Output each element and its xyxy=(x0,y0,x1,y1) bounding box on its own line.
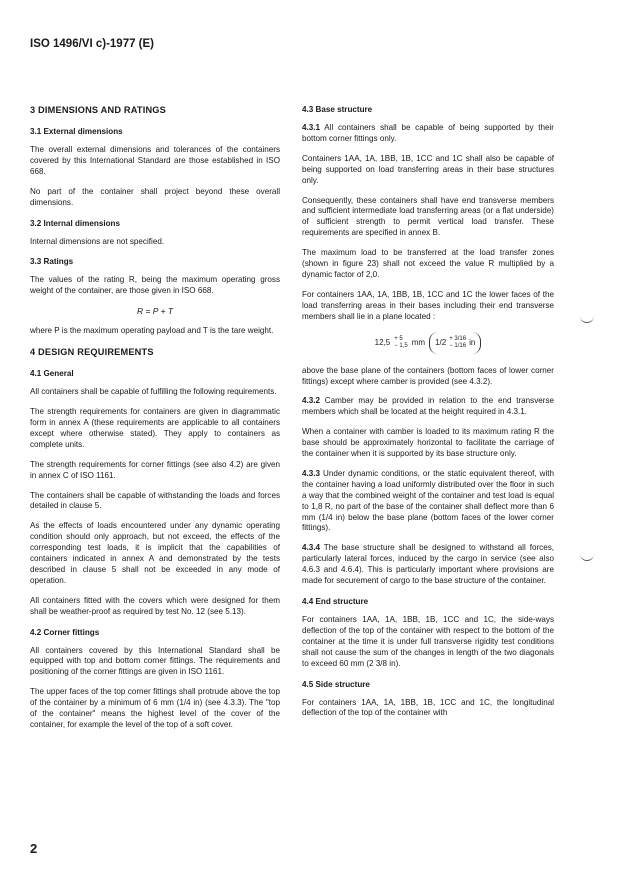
subsection-heading: 3.1 External dimensions xyxy=(30,127,123,136)
paragraph-text: Containers 1AA, 1A, 1BB, 1B, 1CC and 1C shall also be capable of being supported on load transferring areas in their base structures only. xyxy=(302,153,554,185)
imperial-base: 1/2 xyxy=(435,338,447,348)
paragraph xyxy=(302,469,554,534)
tolerance-limits xyxy=(394,336,408,350)
paragraph xyxy=(30,387,280,398)
paragraph-text: The strength requirements for corner fittings (see also 4.2) are given in annex C of ISO 1161. xyxy=(30,459,280,480)
clause-number: 4.3.2 xyxy=(302,396,321,406)
paragraph xyxy=(302,698,554,720)
subsection-heading: 3.3 Ratings xyxy=(30,257,74,267)
paragraph xyxy=(302,396,554,418)
right-column xyxy=(302,104,554,728)
paragraph-text: The base structure shall be designed to withstand all forces, particularly lateral forces, induced by the cargo in service (see also 4.6.3 and 4.6.4). This is particularly important where provisions are made for securement of cargo to the base structure of the container. xyxy=(302,543,554,586)
paragraph-text: above the base plane of the containers (bottom faces of lower corner fittings) except where camber is provided (see 4.3.2). xyxy=(302,365,554,386)
paragraph xyxy=(30,460,280,482)
section-heading: 3 DIMENSIONS AND RATINGS xyxy=(30,105,166,115)
paragraph-text: For containers 1AA, 1A, 1BB, 1B, 1CC and 1C, the longitudinal deflection of the top of the container with xyxy=(302,697,554,718)
formula: R = P + T xyxy=(136,306,174,317)
subsection-heading: 4.4 End structure xyxy=(302,597,369,606)
paragraph-text: As the effects of loads encountered under any dynamic operating condition should only approach, but not exceed, the effects of the corresponding test loads, it is implicit that the capabilities of containers indicated in annex A and demonstrated by the tests described in clause 5 shall not be exceeded in any mode of operation. xyxy=(30,521,280,585)
paragraph-text: Consequently, these containers shall have end transverse members and sufficient intermediate load transferring areas (or a flat underside) of sufficient strength to permit vertical load transfer. These requirements are specified in annex B. xyxy=(302,195,554,238)
paragraph-text: When a container with camber is loaded to its maximum rating R the base should be approximately horizontal to facilitate the carriage of the container when it is supported by its base structure only. xyxy=(302,427,554,459)
clause-number: 4.3.3 xyxy=(302,468,321,478)
paragraph-text: Under dynamic conditions, or the static equivalent thereof, with the container having a load uniformly distributed over the floor in such a way that the combined weight of the container and test load is equal to 1,8 R, no part of the base of the container shall deflect more than 6 mm (1/4 in) below the base plane (bottom faces of the lower corner fittings). xyxy=(302,468,554,533)
subsection-heading: 4.1 General xyxy=(30,369,74,379)
paragraph xyxy=(302,427,554,460)
margin-mark xyxy=(580,554,594,561)
paragraph-text: Camber may be provided in relation to the end transverse members which shall be located at the height required in 4.3.1. xyxy=(302,396,554,417)
paragraph xyxy=(302,290,554,323)
paragraph-text: The containers shall be capable of withstanding the loads and forces detailed in clause 5. xyxy=(30,490,280,511)
paragraph-text: All containers shall be capable of being supported by their bottom corner fittings only. xyxy=(302,123,554,143)
paragraph-text: For containers 1AA, 1A, 1BB, 1B, 1CC and 1C, the side-ways deflection of the top of the container with respect to the bottom of the container at the time it is under full transverse rigidity test conditions shall not cause the sum of the changes in length of the two diagonals to exceed 60 mm (2 3/8 in). xyxy=(302,615,554,668)
paragraph-text: All containers fitted with the covers which were designed for them shall be weather-proof as required by test No. 12 (see 5.13). xyxy=(30,595,280,616)
clause-number: 4.3.1 xyxy=(302,123,321,132)
paragraph-text: The maximum load to be transferred at the load transfer zones (shown in figure 23) shall not exceed the value R multiplied by a dynamic factor of 2,0. xyxy=(302,248,554,279)
paragraph xyxy=(30,687,280,731)
paragraph-text: No part of the container shall project beyond these overall dimensions. xyxy=(30,186,280,207)
paragraph xyxy=(302,543,554,587)
paragraph xyxy=(302,366,554,388)
imperial-limits xyxy=(449,336,466,350)
paragraph-text: The upper faces of the top corner fittings shall protrude above the top of the container by a minimum of 6 mm (1/4 in) (see 4.3.3). The "top of the container" means the highest level of the cover of the container, for example the level of the top of a soft cover. xyxy=(30,687,280,729)
paragraph-text: The strength requirements for containers are given in diagrammatic form in annex A (these requirements are applicable to all containers except where otherwise stated). They apply to containers as complete units. xyxy=(30,407,280,449)
section-heading: 4 DESIGN REQUIREMENTS xyxy=(30,347,154,358)
tolerance-upper: + 5 xyxy=(394,335,403,342)
paragraph xyxy=(30,145,280,178)
subsection-heading: 4.5 Side structure xyxy=(302,679,370,689)
document-header: ISO 1496/VI c)-1977 (E) xyxy=(30,38,155,50)
imperial-lower: − 1/16 xyxy=(449,342,467,349)
paragraph xyxy=(302,123,554,145)
tolerance-base: 12,5 xyxy=(374,338,391,348)
paragraph-text: All containers covered by this International Standard shall be equipped with top and bottom corner fittings. The requirements and positioning of the corner fittings are given in ISO 1161. xyxy=(30,645,280,677)
subsection-heading: 4.2 Corner fittings xyxy=(30,627,100,637)
imperial-upper: + 3/16 xyxy=(449,335,467,342)
paragraph xyxy=(30,596,280,618)
paragraph-text: For containers 1AA, 1A, 1BB, 1B, 1CC and 1C the lower faces of the load transferring areas in their bases including their end transverse members shall lie in a plane located : xyxy=(302,289,554,321)
margin-mark xyxy=(580,316,594,323)
subsection-heading: 4.3 Base structure xyxy=(302,105,373,114)
paragraph xyxy=(302,196,554,240)
imperial-unit: in xyxy=(469,338,476,348)
paragraph xyxy=(30,491,280,513)
paragraph xyxy=(30,237,280,248)
page-number: 2 xyxy=(30,841,38,856)
subsection-heading: 3.2 Internal dimensions xyxy=(30,218,120,228)
paragraph xyxy=(30,407,280,451)
paragraph xyxy=(302,154,554,187)
paragraph xyxy=(302,248,554,281)
paragraph-text: Internal dimensions are not specified. xyxy=(30,236,165,246)
tolerance-lower: − 1,5 xyxy=(394,342,408,349)
tolerance-unit: mm xyxy=(411,338,426,348)
tolerance-expression xyxy=(302,332,554,354)
paragraph xyxy=(30,326,280,337)
clause-number: 4.3.4 xyxy=(302,543,321,553)
paragraph-text: The values of the rating R, being the maximum operating gross weight of the container, are those given in ISO 668. xyxy=(30,275,280,296)
paragraph xyxy=(30,275,280,297)
paragraph xyxy=(30,646,280,679)
paragraph xyxy=(30,521,280,586)
imperial-equivalent xyxy=(429,332,481,354)
paragraph xyxy=(302,615,554,670)
paragraph xyxy=(30,187,280,209)
paragraph-text: where P is the maximum operating payload and T is the tare weight. xyxy=(30,326,274,336)
left-column xyxy=(30,104,280,740)
paragraph-text: All containers shall be capable of fulfilling the following requirements. xyxy=(30,387,277,397)
paragraph-text: The overall external dimensions and tolerances of the containers covered by this International Standard are those established in ISO 668. xyxy=(30,145,280,176)
